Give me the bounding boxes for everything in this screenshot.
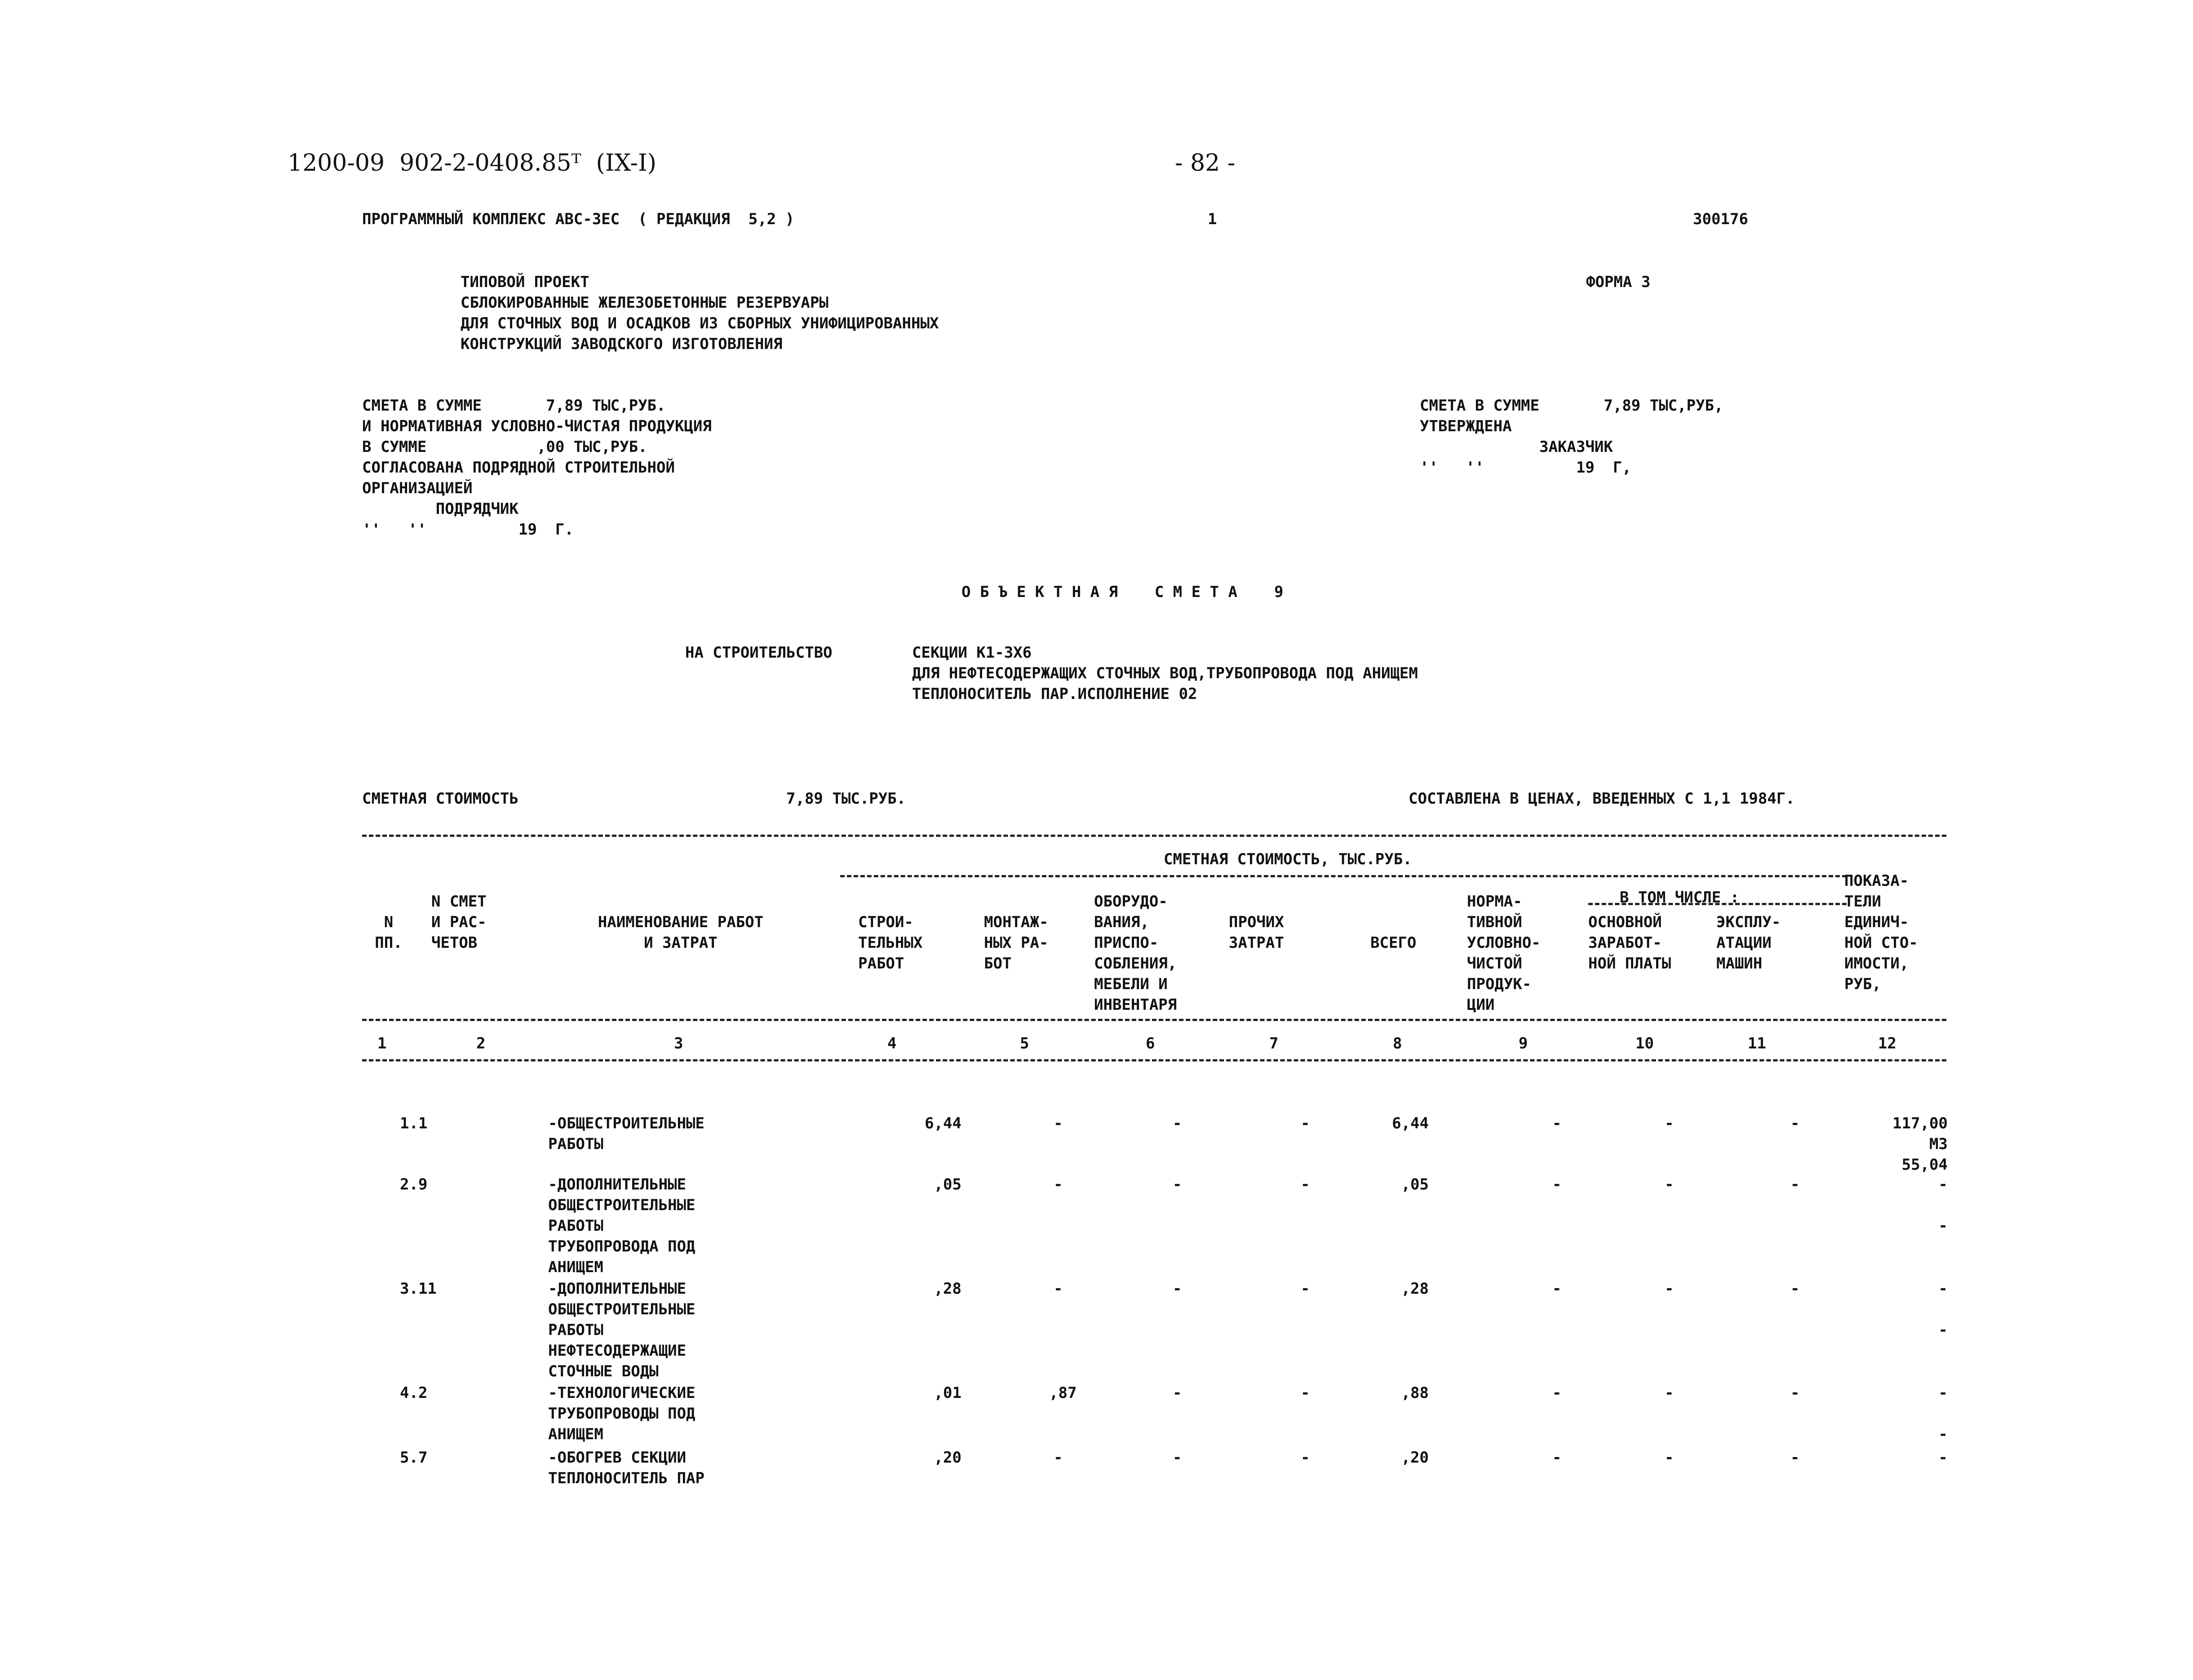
left-line-4: СОГЛАСОВАНА ПОДРЯДНОЙ СТРОИТЕЛЬНОЙ (362, 459, 675, 477)
project-line-2: СБЛОКИРОВАННЫЕ ЖЕЛЕЗОБЕТОННЫЕ РЕЗЕРВУАРЫ (461, 294, 828, 312)
col-number: 2 (476, 1035, 486, 1052)
header-col-5: МОНТАЖ- НЫХ РА- БОТ (984, 913, 1049, 973)
header-col-11: ЭКСПЛУ- АТАЦИИ МАШИН (1716, 913, 1781, 973)
table-rule-group (840, 875, 1847, 877)
row-total: ,88 (1401, 1384, 1429, 1402)
row-name: -ОБОГРЕВ СЕКЦИИ ТЕПЛОНОСИТЕЛЬ ПАР (548, 1449, 704, 1487)
row-equipment: - (1173, 1384, 1182, 1402)
row-construction: ,01 (934, 1384, 961, 1402)
row-construction: ,05 (934, 1176, 961, 1194)
row-machines: - (1790, 1114, 1800, 1132)
row-installation: - (1054, 1114, 1063, 1132)
row-total: ,28 (1401, 1280, 1429, 1298)
row-normative: - (1552, 1176, 1562, 1194)
program-code: 300176 (1693, 210, 1748, 228)
subject-label: НА СТРОИТЕЛЬСТВО (685, 644, 833, 662)
header-group-including: В ТОМ ЧИСЛЕ : (1620, 889, 1740, 906)
table-rule-numbers-bottom (362, 1059, 1946, 1061)
document-title: О Б Ъ Е К Т Н А Я С М Е Т А 9 (961, 583, 1284, 601)
row-construction: ,28 (934, 1280, 961, 1298)
program-number: 1 (1208, 210, 1217, 228)
col-number: 4 (887, 1035, 897, 1052)
left-line-5: ОРГАНИЗАЦИЕЙ (362, 479, 473, 497)
row-equipment: - (1173, 1176, 1182, 1194)
row-unit-cost: - - (1938, 1280, 1948, 1339)
row-normative: - (1552, 1449, 1562, 1467)
row-normative: - (1552, 1280, 1562, 1298)
row-number: 5.7 (400, 1449, 428, 1467)
subject-line-3: ТЕПЛОНОСИТЕЛЬ ПАР.ИСПОЛНЕНИЕ 02 (912, 685, 1197, 703)
row-machines: - (1790, 1176, 1800, 1194)
header-col-3: НАИМЕНОВАНИЕ РАБОТ И ЗАТРАТ (598, 913, 764, 952)
row-wages: - (1665, 1449, 1674, 1467)
header-col-8: ВСЕГО (1370, 934, 1417, 952)
col-number: 8 (1393, 1035, 1402, 1052)
handwritten-code: 1200-09 902-2-0408.85ᵀ (IX-I) (288, 150, 656, 177)
right-line-3: ЗАКАЗЧИК (1420, 438, 1613, 456)
col-number: 10 (1635, 1035, 1654, 1052)
row-installation: - (1054, 1449, 1063, 1467)
row-normative: - (1552, 1384, 1562, 1402)
header-col-10: ОСНОВНОЙ ЗАРАБОТ- НОЙ ПЛАТЫ (1588, 913, 1671, 973)
row-installation: - (1054, 1280, 1063, 1298)
right-line-4: '' '' 19 Г, (1420, 459, 1631, 477)
header-col-6: ОБОРУДО- ВАНИЯ, ПРИСПО- СОБЛЕНИЯ, МЕБЕЛИ И ИНВЕНТАРЯ (1094, 893, 1177, 1014)
row-other: - (1301, 1384, 1310, 1402)
row-other: - (1301, 1176, 1310, 1194)
subject-line-1: СЕКЦИИ К1-3Х6 (912, 644, 1032, 662)
row-number: 3.11 (400, 1280, 437, 1298)
row-name: -ОБЩЕСТРОИТЕЛЬНЫЕ РАБОТЫ (548, 1114, 704, 1153)
prices-note: СОСТАВЛЕНА В ЦЕНАХ, ВВЕДЕННЫХ С 1,1 1984Г. (1409, 790, 1795, 808)
row-machines: - (1790, 1384, 1800, 1402)
col-number: 6 (1146, 1035, 1155, 1052)
row-total: ,05 (1401, 1176, 1429, 1194)
project-line-1: ТИПОВОЙ ПРОЕКТ (461, 273, 589, 291)
left-line-6: ПОДРЯДЧИК (362, 500, 518, 518)
cost-label: СМЕТНАЯ СТОИМОСТЬ (362, 790, 518, 808)
col-number: 3 (674, 1035, 683, 1052)
row-name: -ТЕХНОЛОГИЧЕСКИЕ ТРУБОПРОВОДЫ ПОД АНИЩЕМ (548, 1384, 696, 1443)
row-number: 4.2 (400, 1384, 428, 1402)
row-unit-cost: - - (1938, 1384, 1948, 1443)
header-group-cost: СМЕТНАЯ СТОИМОСТЬ, ТЫС.РУБ. (1164, 850, 1412, 868)
row-normative: - (1552, 1114, 1562, 1132)
row-installation: - (1054, 1176, 1063, 1194)
right-line-2: УТВЕРЖДЕНА (1420, 417, 1512, 435)
col-number: 11 (1748, 1035, 1766, 1052)
row-equipment: - (1173, 1114, 1182, 1132)
row-wages: - (1665, 1384, 1674, 1402)
row-other: - (1301, 1449, 1310, 1467)
row-total: ,20 (1401, 1449, 1429, 1467)
table-rule-top (362, 835, 1946, 837)
header-col-7: ПРОЧИХ ЗАТРАТ (1229, 913, 1284, 952)
table-rule-header-bottom (362, 1019, 1946, 1021)
row-total: 6,44 (1392, 1114, 1429, 1132)
col-number: 12 (1878, 1035, 1896, 1052)
row-other: - (1301, 1114, 1310, 1132)
row-name: -ДОПОЛНИТЕЛЬНЫЕ ОБЩЕСТРОИТЕЛЬНЫЕ РАБОТЫ НЕФТЕСОДЕРЖАЩИЕ СТОЧНЫЕ ВОДЫ (548, 1280, 696, 1380)
col-number: 7 (1269, 1035, 1279, 1052)
row-unit-cost: 117,00 М3 55,04 (1892, 1114, 1948, 1174)
row-equipment: - (1173, 1449, 1182, 1467)
row-wages: - (1665, 1280, 1674, 1298)
form-label: ФОРМА 3 (1586, 273, 1651, 291)
header-col-4: СТРОИ- ТЕЛЬНЫХ РАБОТ (858, 913, 923, 973)
row-number: 1.1 (400, 1114, 428, 1132)
row-unit-cost: - - (1938, 1176, 1948, 1235)
row-construction: ,20 (934, 1449, 961, 1467)
header-col-12: ПОКАЗА- ТЕЛИ ЕДИНИЧ- НОЙ СТО- ИМОСТИ, РУБ, (1844, 872, 1918, 993)
row-wages: - (1665, 1114, 1674, 1132)
project-line-3: ДЛЯ СТОЧНЫХ ВОД И ОСАДКОВ ИЗ СБОРНЫХ УНИФИЦИРОВАННЫХ (461, 314, 939, 332)
row-installation: ,87 (1049, 1384, 1077, 1402)
row-construction: 6,44 (925, 1114, 961, 1132)
page-number: - 82 - (1175, 150, 1236, 177)
program-name: ПРОГРАММНЫЙ КОМПЛЕКС АВС-3ЕС ( РЕДАКЦИЯ 5,2 ) (362, 210, 795, 228)
left-line-3: В СУММЕ ,00 ТЫС,РУБ. (362, 438, 647, 456)
cost-value: 7,89 ТЫС.РУБ. (786, 790, 906, 808)
left-line-2: И НОРМАТИВНАЯ УСЛОВНО-ЧИСТАЯ ПРОДУКЦИЯ (362, 417, 712, 435)
subject-line-2: ДЛЯ НЕФТЕСОДЕРЖАЩИХ СТОЧНЫХ ВОД,ТРУБОПРОВОДА ПОД АНИЩЕМ (912, 664, 1418, 682)
row-wages: - (1665, 1176, 1674, 1194)
header-col-2: N СМЕТ И РАС- ЧЕТОВ (431, 893, 487, 952)
col-number: 5 (1020, 1035, 1029, 1052)
col-number: 9 (1519, 1035, 1528, 1052)
row-name: -ДОПОЛНИТЕЛЬНЫЕ ОБЩЕСТРОИТЕЛЬНЫЕ РАБОТЫ ТРУБОПРОВОДА ПОД АНИЩЕМ (548, 1176, 696, 1276)
col-number: 1 (377, 1035, 387, 1052)
row-machines: - (1790, 1449, 1800, 1467)
row-other: - (1301, 1280, 1310, 1298)
right-line-1: СМЕТА В СУММЕ 7,89 ТЫС,РУБ, (1420, 397, 1723, 415)
left-line-7: '' '' 19 Г. (362, 521, 574, 539)
header-col-1: N ПП. (375, 913, 403, 952)
header-col-9: НОРМА- ТИВНОЙ УСЛОВНО- ЧИСТОЙ ПРОДУК- ЦИИ (1467, 893, 1541, 1014)
left-line-1: СМЕТА В СУММЕ 7,89 ТЫС,РУБ. (362, 397, 666, 415)
project-line-4: КОНСТРУКЦИЙ ЗАВОДСКОГО ИЗГОТОВЛЕНИЯ (461, 335, 783, 353)
row-number: 2.9 (400, 1176, 428, 1194)
row-unit-cost: - (1938, 1449, 1948, 1467)
row-machines: - (1790, 1280, 1800, 1298)
row-equipment: - (1173, 1280, 1182, 1298)
